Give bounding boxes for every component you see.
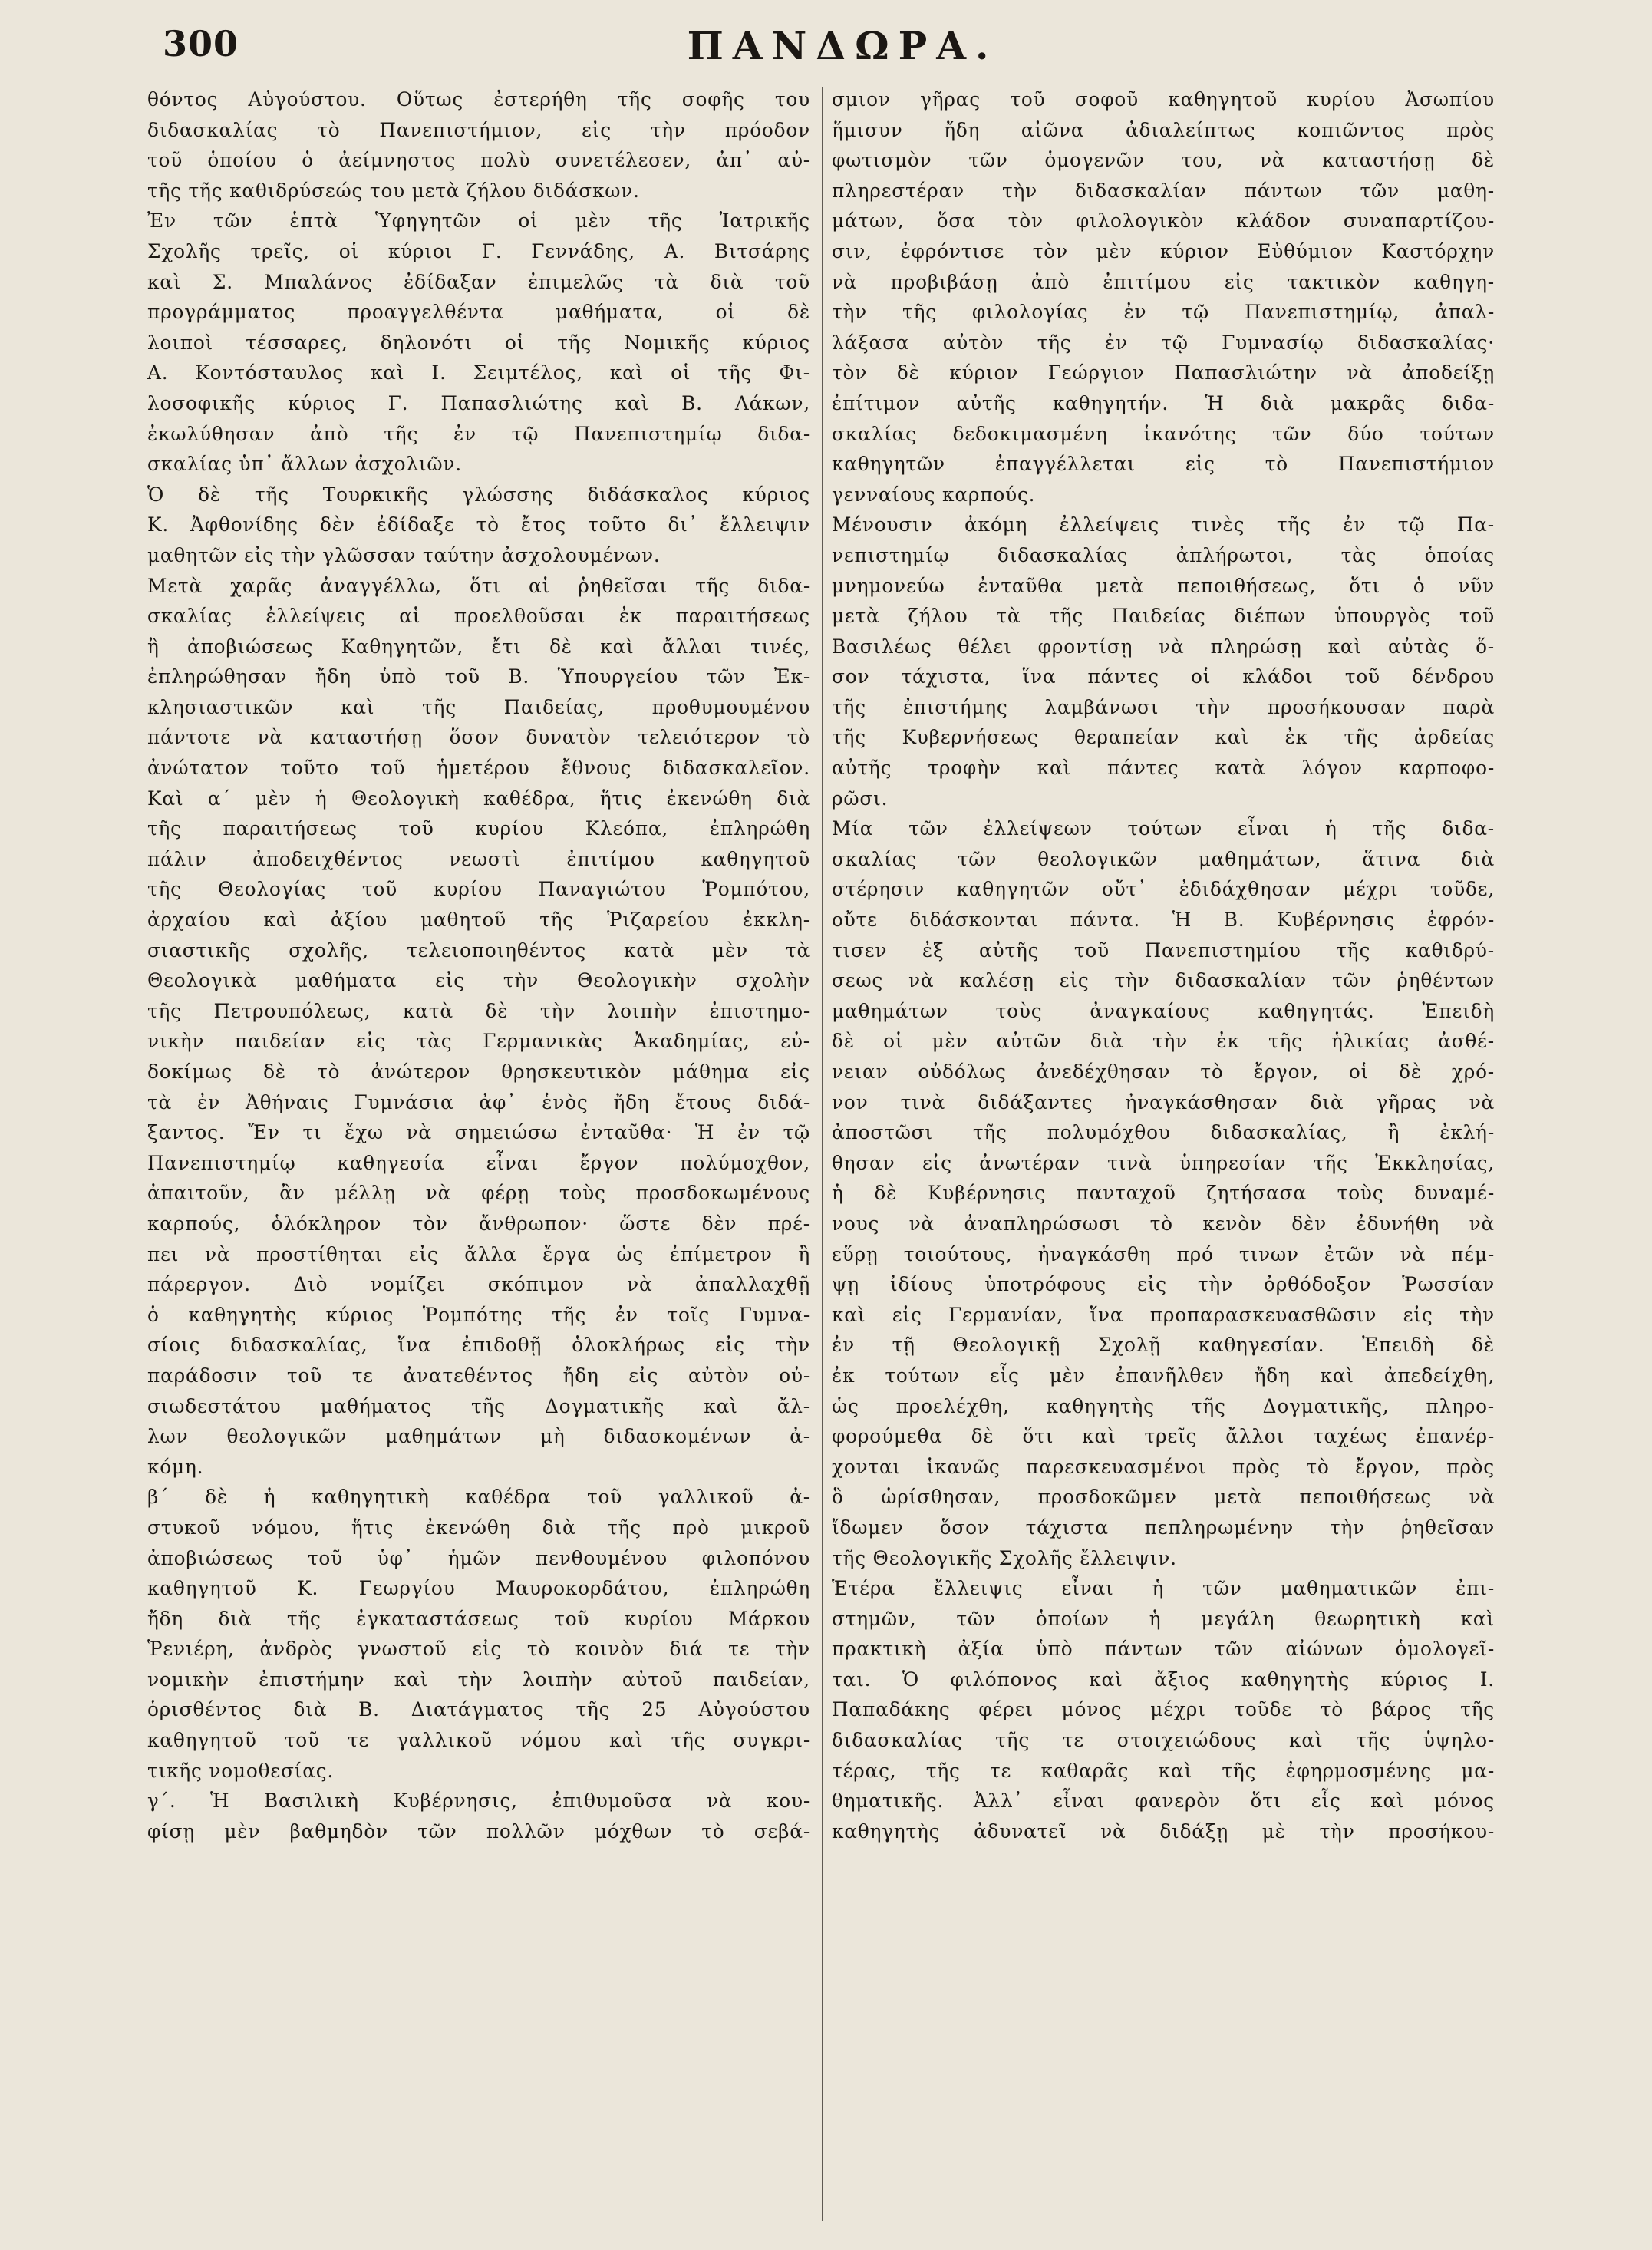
text-line: σκαλίας ὑπ᾽ ἄλλων ἀσχολιῶν. — [147, 453, 462, 476]
text-line: Μετὰ χαρᾶς ἀναγγέλλω, ὅτι αἱ ῥηθεῖσαι τῆς διδα- — [147, 574, 810, 597]
left-text-column — [147, 84, 810, 2233]
text-line: ἐκ τούτων εἷς μὲν ἐπανῆλθεν ἤδη καὶ ἀπεδείχθη, — [832, 1364, 1495, 1387]
text-line: τισεν ἐξ αὐτῆς τοῦ Πανεπιστημίου τῆς καθιδρύ- — [832, 939, 1495, 962]
text-line: τῆς παραιτήσεως τοῦ κυρίου Κλεόπα, ἐπληρώθη — [147, 817, 810, 840]
text-line: Μία τῶν ἐλλείψεων τούτων εἶναι ἡ τῆς διδα- — [832, 817, 1495, 840]
text-line: τὴν τῆς φιλολογίας ἐν τῷ Πανεπιστημίῳ, ἀπαλ- — [832, 301, 1495, 324]
text-line: οὔτε διδάσκονται πάντα. Ἡ Β. Κυβέρνησις ἐφρόν- — [832, 909, 1495, 932]
text-line: πάλιν ἀποδειχθέντος νεωστὶ ἐπιτίμου καθηγητοῦ — [147, 847, 810, 870]
text-line: σιν, ἐφρόντισε τὸν μὲν κύριον Εὐθύμιον Καστόρχην — [832, 239, 1495, 262]
text-line: καθηγητοῦ τοῦ τε γαλλικοῦ νόμου καὶ τῆς συγκρι- — [147, 1729, 810, 1752]
text-line: λάξασα αὐτὸν τῆς ἐν τῷ Γυμνασίῳ διδασκαλίας· — [832, 331, 1495, 354]
text-line: διδασκαλίας τῆς τε στοιχειώδους καὶ τῆς ὑψηλο- — [832, 1729, 1495, 1752]
text-line: τῆς Κυβερνήσεως θεραπείαν καὶ ἐκ τῆς ἀρδείας — [832, 726, 1495, 749]
page-number: 300 — [163, 23, 239, 64]
text-line: εὕρῃ τοιούτους, ἠναγκάσθη πρό τινων ἐτῶν νὰ πέμ- — [832, 1242, 1495, 1265]
text-line: γενναίους καρπούς. — [832, 483, 1036, 506]
text-line: μετὰ ζήλου τὰ τῆς Παιδείας διέπων ὑπουργὸς τοῦ — [832, 605, 1495, 628]
text-line: Κ. Ἀφθονίδης δὲν ἐδίδαξε τὸ ἔτος τοῦτο δι᾽ ἔλλειψιν — [147, 513, 810, 536]
text-line: τικῆς νομοθεσίας. — [147, 1759, 335, 1782]
text-line: δὲ οἱ μὲν αὐτῶν διὰ τὴν ἐκ τῆς ἡλικίας ἀσθέ- — [832, 1030, 1495, 1053]
text-line: ψῃ ἰδίους ὑποτρόφους εἰς τὴν ὀρθόδοξον Ῥωσσίαν — [832, 1273, 1495, 1296]
text-line: θόντος Αὐγούστου. Οὕτως ἐστερήθη τῆς σοφῆς του — [147, 88, 810, 111]
text-line: πρακτικὴ ἀξία ὑπὸ πάντων τῶν αἰώνων ὁμολογεῖ- — [832, 1638, 1495, 1661]
text-line: τῆς Πετρουπόλεως, κατὰ δὲ τὴν λοιπὴν ἐπιστημο- — [147, 999, 810, 1022]
text-line: Α. Κοντόσταυλος καὶ Ι. Σειμτέλος, καὶ οἱ τῆς Φι- — [147, 361, 810, 384]
text-line: ἐπληρώθησαν ἤδη ὑπὸ τοῦ Β. Ὑπουργείου τῶν Ἐκ- — [147, 665, 810, 688]
text-line: ἤδη διὰ τῆς ἐγκαταστάσεως τοῦ κυρίου Μάρκου — [147, 1607, 810, 1630]
text-line: σμιον γῆρας τοῦ σοφοῦ καθηγητοῦ κυρίου Ἀσωπίου — [832, 88, 1495, 111]
text-line: σιαστικῆς σχολῆς, τελειοποιηθέντος κατὰ μὲν τὰ — [147, 939, 810, 962]
text-line: νους νὰ ἀναπληρώσωσι τὸ κενὸν δὲν ἐδυνήθη νὰ — [832, 1212, 1495, 1235]
text-line: ἡ δὲ Κυβέρνησις πανταχοῦ ζητήσασα τοὺς δυναμέ- — [832, 1182, 1495, 1205]
text-line: Μένουσιν ἀκόμη ἐλλείψεις τινὲς τῆς ἐν τῷ Πα- — [832, 513, 1495, 536]
text-line: Ῥενιέρη, ἀνδρὸς γνωστοῦ εἰς τὸ κοινὸν διά τε τὴν — [147, 1638, 810, 1661]
text-line: ἀπαιτοῦν, ἂν μέλλῃ νὰ φέρῃ τοὺς προσδοκωμένους — [147, 1182, 810, 1205]
text-line: καθηγητὴς ἀδυνατεῖ νὰ διδάξῃ μὲ τὴν προσήκου- — [832, 1819, 1495, 1843]
text-line: λοσοφικῆς κύριος Γ. Παπασλιώτης καὶ Β. Λάκων, — [147, 391, 810, 414]
text-line: Θεολογικὰ μαθήματα εἰς τὴν Θεολογικὴν σχολὴν — [147, 969, 810, 992]
text-line: σκαλίας ἐλλείψεις αἱ προελθοῦσαι ἐκ παραιτήσεως — [147, 605, 810, 628]
text-line: Βασιλέως θέλει φροντίσῃ νὰ πληρώσῃ καὶ αὐτὰς ὅ- — [832, 635, 1495, 658]
text-line: λοιποὶ τέσσαρες, δηλονότι οἱ τῆς Νομικῆς κύριος — [147, 331, 810, 354]
text-line: πει νὰ προστίθηται εἰς ἄλλα ἔργα ὡς ἐπίμετρον ἢ — [147, 1242, 810, 1265]
text-line: ξαντος. Ἔν τι ἔχω νὰ σημειώσω ἐνταῦθα· Ἡ ἐν τῷ — [147, 1121, 810, 1144]
text-line: ται. Ὁ φιλόπονος καὶ ἄξιος καθηγητὴς κύριος Ι. — [832, 1668, 1495, 1691]
text-line: σκαλίας δεδοκιμασμένη ἱκανότης τῶν δύο τούτων — [832, 422, 1495, 445]
text-line: ρῶσι. — [832, 787, 889, 810]
text-line: μαθημάτων τοὺς ἀναγκαίους καθηγητάς. Ἐπειδὴ — [832, 999, 1495, 1022]
text-line: ὁ καθηγητὴς κύριος Ῥομπότης τῆς ἐν τοῖς Γυμνα- — [147, 1303, 810, 1326]
text-line: ἥμισυν ἤδη αἰῶνα ἀδιαλείπτως κοπιῶντος πρὸς — [832, 118, 1495, 141]
text-line: ἢ ἀποβιώσεως Καθηγητῶν, ἔτι δὲ καὶ ἄλλαι τινές, — [147, 635, 810, 658]
text-line: νικὴν παιδείαν εἰς τὰς Γερμανικὰς Ἀκαδημίας, εὐ- — [147, 1030, 810, 1053]
text-line: καρπούς, ὁλόκληρον τὸν ἄνθρωπον· ὥστε δὲν πρέ- — [147, 1212, 810, 1235]
text-line: ἐν τῇ Θεολογικῇ Σχολῇ καθηγεσίαν. Ἐπειδὴ δὲ — [832, 1334, 1495, 1357]
text-line: τῆς Θεολογίας τοῦ κυρίου Παναγιώτου Ῥομπότου, — [147, 878, 810, 901]
text-line: Πανεπιστημίῳ καθηγεσία εἶναι ἔργον πολύμοχθον, — [147, 1151, 810, 1174]
text-line: Καὶ α΄ μὲν ἡ Θεολογικὴ καθέδρα, ἥτις ἐκενώθη διὰ — [147, 787, 810, 810]
text-line: στημῶν, τῶν ὁποίων ἡ μεγάλη θεωρητικὴ καὶ — [832, 1607, 1495, 1630]
text-line: διδασκαλίας τὸ Πανεπιστήμιον, εἰς τὴν πρόοδον — [147, 118, 810, 141]
text-line: τῆς τῆς καθιδρύσεώς του μετὰ ζήλου διδάσκων. — [147, 179, 640, 202]
text-line: νον τινὰ διδάξαντες ἠναγκάσθησαν διὰ γῆρας νὰ — [832, 1090, 1495, 1113]
text-line: παράδοσιν τοῦ τε ἀνατεθέντος ἤδη εἰς αὐτὸν οὐ- — [147, 1364, 810, 1387]
text-line: σιωδεστάτου μαθήματος τῆς Δογματικῆς καὶ ἄλ- — [147, 1394, 810, 1417]
text-line: νὰ προβιβάσῃ ἀπὸ ἐπιτίμου εἰς τακτικὸν καθηγη- — [832, 270, 1495, 293]
text-line: πάρεργον. Διὸ νομίζει σκόπιμον νὰ ἀπαλλαχθῇ — [147, 1273, 810, 1296]
text-line: προγράμματος προαγγελθέντα μαθήματα, οἱ δὲ — [147, 301, 810, 324]
text-line: νεπιστημίῳ διδασκαλίας ἀπλήρωτοι, τὰς ὁποίας — [832, 543, 1495, 566]
text-line: τῆς ἐπιστήμης λαμβάνωσι τὴν προσήκουσαν παρὰ — [832, 695, 1495, 718]
text-line: τέρας, τῆς τε καθαρᾶς καὶ τῆς ἐφηρμοσμένης μα- — [832, 1759, 1495, 1782]
text-line: σεως νὰ καλέσῃ εἰς τὴν διδασκαλίαν τῶν ῥηθέντων — [832, 969, 1495, 992]
text-line: τῆς Θεολογικῆς Σχολῆς ἔλλειψιν. — [832, 1546, 1177, 1569]
text-line: νομικὴν ἐπιστήμην καὶ τὴν λοιπὴν αὐτοῦ παιδείαν, — [147, 1668, 810, 1691]
text-line: φίσῃ μὲν βαθμηδὸν τῶν πολλῶν μόχθων τὸ σεβά- — [147, 1819, 810, 1843]
text-line: Ἐν τῶν ἑπτὰ Ὑφηγητῶν οἱ μὲν τῆς Ἰατρικῆς — [147, 209, 810, 233]
text-line: καὶ εἰς Γερμανίαν, ἵνα προπαρασκευασθῶσιν εἰς τὴν — [832, 1303, 1495, 1326]
right-text-column — [832, 84, 1495, 2233]
text-line: β΄ δὲ ἡ καθηγητικὴ καθέδρα τοῦ γαλλικοῦ ἀ- — [147, 1486, 810, 1509]
text-line: φωτισμὸν τῶν ὁμογενῶν του, νὰ καταστήσῃ δὲ — [832, 149, 1495, 172]
text-line: ὁρισθέντος διὰ Β. Διατάγματος τῆς 25 Αὐγούστου — [147, 1698, 810, 1721]
text-line: ἀποστῶσι τῆς πολυμόχθου διδασκαλίας, ἢ ἐκλή- — [832, 1121, 1495, 1144]
text-line: ἀποβιώσεως τοῦ ὑφ᾽ ἡμῶν πενθουμένου φιλοπόνου — [147, 1546, 810, 1569]
text-line: τοῦ ὁποίου ὁ ἀείμνηστος πολὺ συνετέλεσεν, ἀπ᾽ αὐ- — [147, 149, 810, 172]
text-line: κλησιαστικῶν καὶ τῆς Παιδείας, προθυμουμένου — [147, 695, 810, 718]
text-line: μαθητῶν εἰς τὴν γλῶσσαν ταύτην ἀσχολουμένων. — [147, 543, 661, 566]
text-line: νειαν οὐδόλως ἀνεδέχθησαν τὸ ἔργον, οἱ δὲ χρό- — [832, 1061, 1495, 1083]
text-line: πάντοτε νὰ καταστήσῃ ὅσον δυνατὸν τελειότερον τὸ — [147, 726, 810, 749]
text-line: ἴδωμεν ὅσον τάχιστα πεπληρωμένην τὴν ῥηθεῖσαν — [832, 1516, 1495, 1539]
text-line: καθηγητῶν ἐπαγγέλλεται εἰς τὸ Πανεπιστήμιον — [832, 453, 1495, 476]
text-line: ἐπίτιμον αὐτῆς καθηγητήν. Ἡ διὰ μακρᾶς διδα- — [832, 391, 1495, 414]
text-line: σίοις διδασκαλίας, ἵνα ἐπιδοθῇ ὁλοκλήρως εἰς τὴν — [147, 1334, 810, 1357]
text-line: καὶ Σ. Μπαλάνος ἐδίδαξαν ἐπιμελῶς τὰ διὰ τοῦ — [147, 270, 810, 293]
text-line: Ἑτέρα ἔλλειψις εἶναι ἡ τῶν μαθηματικῶν ἐπι- — [832, 1577, 1495, 1600]
page-header — [160, 21, 1525, 78]
text-line: Σχολῆς τρεῖς, οἱ κύριοι Γ. Γεννάδης, Α. Βιτσάρης — [147, 239, 810, 262]
column-divider — [822, 87, 823, 2221]
text-line: αὐτῆς τροφὴν καὶ πάντες κατὰ λόγον καρποφο- — [832, 757, 1495, 780]
text-line: στυκοῦ νόμου, ἥτις ἐκενώθη διὰ τῆς πρὸ μικροῦ — [147, 1516, 810, 1539]
text-line: ἀρχαίου καὶ ἀξίου μαθητοῦ τῆς Ῥιζαρείου ἐκκλη- — [147, 909, 810, 932]
text-line: ἐκωλύθησαν ἀπὸ τῆς ἐν τῷ Πανεπιστημίῳ διδα- — [147, 422, 810, 445]
text-line: πληρεστέραν τὴν διδασκαλίαν πάντων τῶν μαθη- — [832, 179, 1495, 202]
text-line: τὸν δὲ κύριον Γεώργιον Παπασλιώτην νὰ ἀποδείξῃ — [832, 361, 1495, 384]
text-line: θηματικῆς. Ἀλλ᾽ εἶναι φανερὸν ὅτι εἷς καὶ μόνος — [832, 1790, 1495, 1813]
text-line: καθηγητοῦ Κ. Γεωργίου Μαυροκορδάτου, ἐπληρώθη — [147, 1577, 810, 1600]
text-line: Παπαδάκης φέρει μόνος μέχρι τοῦδε τὸ βάρος τῆς — [832, 1698, 1495, 1721]
text-line: ὃ ὡρίσθησαν, προσδοκῶμεν μετὰ πεποιθήσεως νὰ — [832, 1486, 1495, 1509]
text-line: λων θεολογικῶν μαθημάτων μὴ διδασκομένων ἀ- — [147, 1425, 810, 1448]
text-line: φορούμεθα δὲ ὅτι καὶ τρεῖς ἄλλοι ταχέως ἐπανέρ- — [832, 1425, 1495, 1448]
text-line: γ΄. Ἡ Βασιλικὴ Κυβέρνησις, ἐπιθυμοῦσα νὰ κου- — [147, 1790, 810, 1813]
text-line: ὡς προελέχθη, καθηγητὴς τῆς Δογματικῆς, πληρο- — [832, 1394, 1495, 1417]
text-line: μνημονεύω ἐνταῦθα μετὰ πεποιθήσεως, ὅτι ὁ νῦν — [832, 574, 1495, 597]
text-line: τὰ ἐν Ἀθήναις Γυμνάσια ἀφ᾽ ἑνὸς ἤδη ἔτους διδά- — [147, 1090, 810, 1113]
text-line: θησαν εἰς ἀνωτέραν τινὰ ὑπηρεσίαν τῆς Ἐκκλησίας, — [832, 1151, 1495, 1174]
text-line: Ὁ δὲ τῆς Τουρκικῆς γλώσσης διδάσκαλος κύριος — [147, 483, 810, 506]
text-line: μάτων, ὅσα τὸν φιλολογικὸν κλάδον συναπαρτίζου- — [832, 209, 1495, 233]
text-line: δοκίμως δὲ τὸ ἀνώτερον θρησκευτικὸν μάθημα εἰς — [147, 1061, 810, 1083]
running-title: ΠΑΝΔΩΡΑ. — [687, 23, 998, 68]
text-line: σον τάχιστα, ἵνα πάντες οἱ κλάδοι τοῦ δένδρου — [832, 665, 1495, 688]
text-line: σκαλίας τῶν θεολογικῶν μαθημάτων, ἅτινα διὰ — [832, 847, 1495, 870]
text-line: χονται ἱκανῶς παρεσκευασμένοι πρὸς τὸ ἔργον, πρὸς — [832, 1455, 1495, 1478]
text-line: κόμη. — [147, 1455, 204, 1478]
text-line: ἀνώτατον τοῦτο τοῦ ἡμετέρου ἔθνους διδασκαλεῖον. — [147, 757, 810, 780]
text-line: στέρησιν καθηγητῶν οὔτ᾽ ἐδιδάχθησαν μέχρι τοῦδε, — [832, 878, 1495, 901]
